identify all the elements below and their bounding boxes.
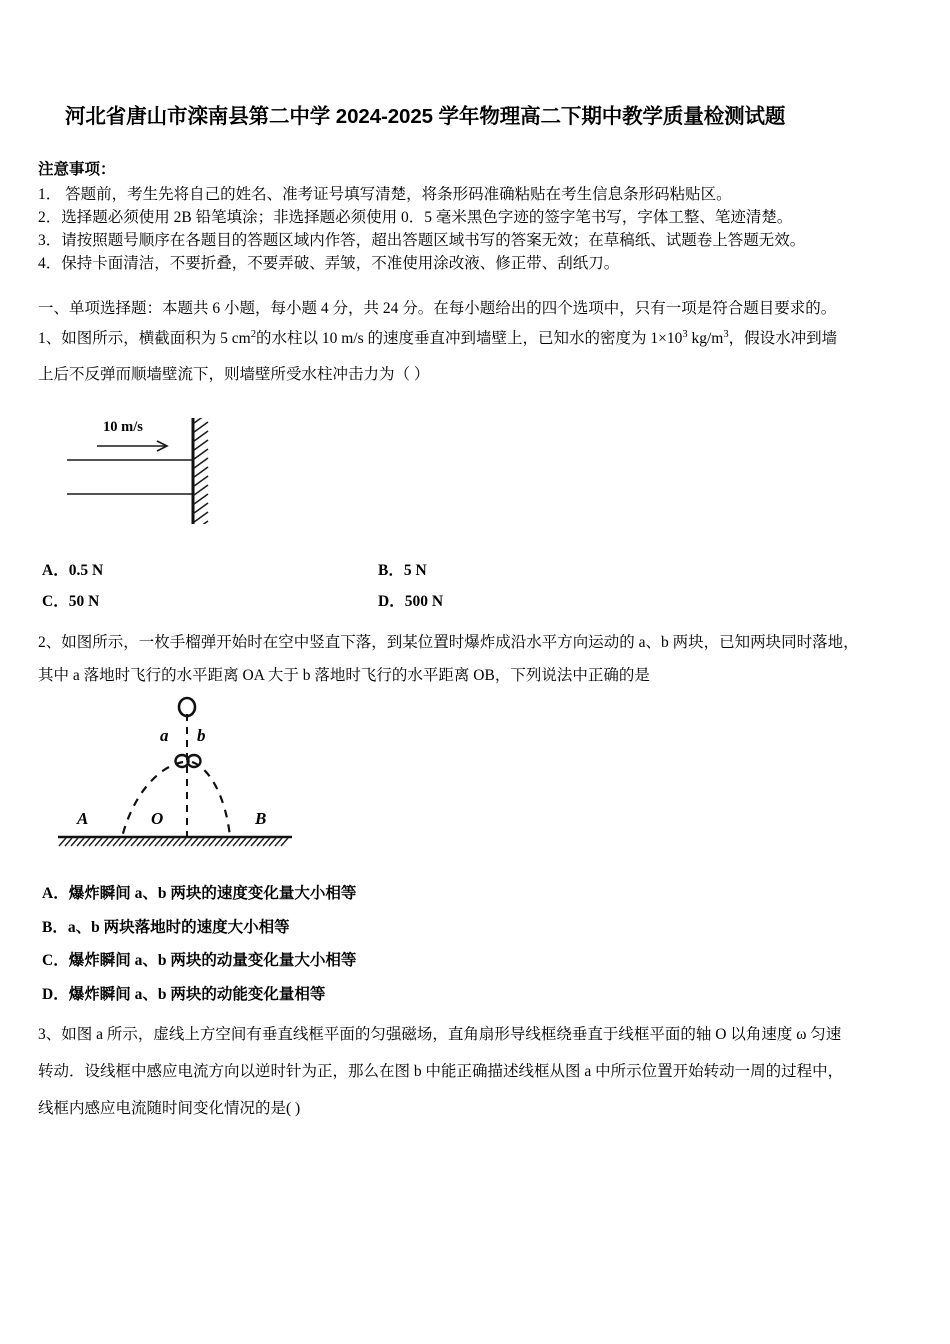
question-2-line-1: 2、如图所示，一枚手榴弹开始时在空中竖直下落，到某位置时爆炸成沿水平方向运动的 a、b 两块，已知两块同时落地， (38, 634, 859, 651)
question-1-option-a[interactable] (42, 558, 103, 580)
q1-option-d-key: D． (378, 593, 405, 610)
question-1-line-2: 上后不反弹而顺墙壁流下，则墙壁所受水柱冲击力为（ ） (38, 366, 430, 383)
grenade-circle (179, 698, 195, 716)
velocity-label: 10 m/s (103, 419, 143, 435)
q1-sup-volume: 3 (723, 328, 729, 340)
notice-item: 1． 答题前，考生先将自己的姓名、准考证号填写清楚，将条形码准确粘贴在考生信息条形码粘贴区。 (38, 186, 732, 203)
q2-option-b-key: B． (42, 919, 68, 936)
question-1-line-1 (38, 322, 928, 355)
q1-option-c-key: C． (42, 593, 69, 610)
q1-option-d-text: 500 N (404, 593, 444, 610)
q1-option-b-key: B． (378, 562, 404, 579)
notice-heading: 注意事项： (38, 161, 116, 178)
q2-option-a-text: 爆炸瞬间 a、b 两块的速度变化量大小相等 (68, 885, 357, 902)
label-fragment-b: b (197, 726, 206, 745)
q1-option-a-text: 0.5 N (68, 562, 104, 579)
q2-option-b-text: a、b 两块落地时的速度大小相等 (67, 919, 290, 936)
label-point-O: O (151, 809, 164, 828)
q1-text-c: kg/m (687, 330, 724, 347)
q1-sup-density-exp: 3 (682, 328, 688, 340)
notice-item: 3．请按照题号顺序在各题目的答题区域内作答，超出答题区域书写的答案无效；在草稿纸、试题卷上答题无效。 (38, 232, 806, 249)
q2-option-c-key: C． (42, 952, 69, 969)
grenade-explosion-svg (50, 694, 340, 860)
question-2-option-b[interactable] (42, 915, 290, 937)
water-jet-wall-diagram (62, 404, 322, 544)
q1-text-a: 1、如图所示，横截面积为 5 cm (38, 330, 251, 347)
question-1-option-c[interactable] (42, 589, 99, 611)
section-heading: 一、单项选择题：本题共 6 小题，每小题 4 分，共 24 分。在每小题给出的四个选项中，只有一项是符合题目要求的。 (38, 300, 837, 317)
q1-text-d: ，假设水冲到墙 (728, 330, 838, 347)
question-3-line-3: 线框内感应电流随时间变化情况的是( ) (38, 1100, 301, 1117)
question-2-option-a[interactable] (42, 881, 356, 903)
q1-sup-area: 2 (250, 328, 256, 340)
question-1-option-d[interactable] (378, 589, 443, 611)
q1-option-c-text: 50 N (68, 593, 100, 610)
q2-option-a-key: A． (42, 885, 69, 902)
grenade-explosion-diagram (50, 694, 340, 860)
question-2-option-d[interactable] (42, 982, 325, 1004)
question-1-option-b[interactable] (378, 558, 427, 580)
q2-option-c-text: 爆炸瞬间 a、b 两块的动量变化量大小相等 (68, 952, 357, 969)
label-point-B: B (255, 809, 267, 828)
q1-option-a-key: A． (42, 562, 69, 579)
label-point-A: A (77, 809, 89, 828)
q2-option-d-text: 爆炸瞬间 a、b 两块的动能变化量相等 (68, 986, 326, 1003)
page-title: 河北省唐山市滦南县第二中学 2024-2025 学年物理高二下期中教学质量检测试题 (65, 105, 786, 128)
question-2-option-c[interactable] (42, 948, 356, 970)
label-fragment-a: a (160, 726, 169, 745)
q1-option-b-text: 5 N (403, 562, 427, 579)
notice-item: 2．选择题必须使用 2B 铅笔填涂；非选择题必须使用 0．5 毫米黑色字迹的签字笔书写，字体工整、笔迹清楚。 (38, 209, 793, 226)
water-jet-wall-svg (62, 404, 322, 544)
q2-option-d-key: D． (42, 986, 69, 1003)
q1-text-b: 的水柱以 10 m/s 的速度垂直冲到墙壁上，已知水的密度为 1×10 (255, 330, 683, 347)
ground-hatching (59, 838, 288, 846)
trajectory-b-path (192, 762, 230, 837)
question-3-line-2: 转动．设线框中感应电流方向以逆时针为正，那么在图 b 中能正确描述线框从图 a 中所示位置开始转动一周的过程中， (38, 1063, 844, 1080)
notice-block (38, 158, 918, 275)
question-2-line-2: 其中 a 落地时飞行的水平距离 OA 大于 b 落地时飞行的水平距离 OB，下列说法中正确的是 (38, 667, 650, 684)
notice-item: 4．保持卡面清洁，不要折叠，不要弄破、弄皱，不准使用涂改液、修正带、刮纸刀。 (38, 255, 620, 272)
question-3-line-1: 3、如图 a 所示，虚线上方空间有垂直线框平面的匀强磁场，直角扇形导线框绕垂直于线框平面的轴 O 以角速度 ω 匀速 (38, 1026, 842, 1043)
